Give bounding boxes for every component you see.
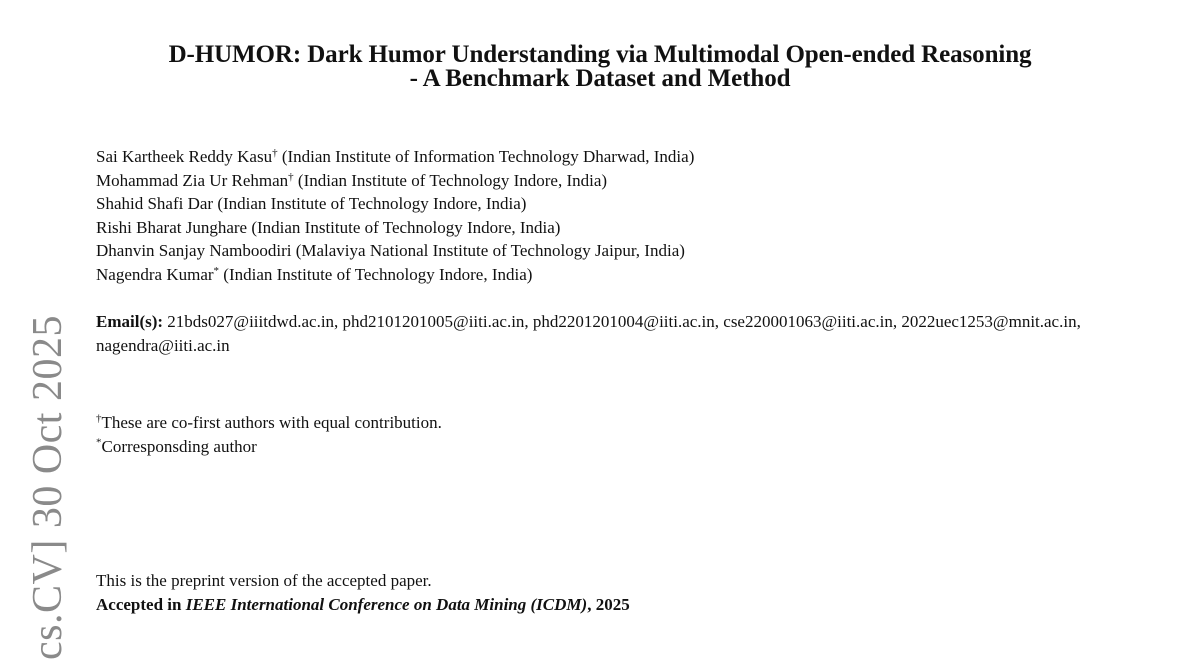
- author-name: Mohammad Zia Ur Rehman: [96, 170, 289, 190]
- preprint-note: This is the preprint version of the accepted paper.: [96, 571, 432, 590]
- author-entry: [96, 216, 694, 240]
- footnotes: [96, 411, 442, 458]
- author-affiliation: (Malaviya National Institute of Technology Jaipur, India): [291, 241, 685, 260]
- author-entry: [96, 192, 694, 216]
- author-affiliation: (Indian Institute of Technology Indore, India): [247, 217, 561, 237]
- title-line-2: - A Benchmark Dataset and Method: [409, 65, 791, 92]
- accepted-prefix: Accepted in: [96, 594, 186, 614]
- cofirst-note: [96, 411, 442, 435]
- author-entry: [96, 239, 694, 263]
- dagger-mark: †: [96, 412, 102, 425]
- author-mark: †: [288, 170, 294, 183]
- accepted-year: , 2025: [587, 594, 630, 614]
- author-affiliation: (Indian Institute of Technology Indore, India): [213, 194, 527, 213]
- email-block: [96, 310, 1106, 357]
- author-name: Nagendra Kumar: [96, 264, 214, 284]
- conference-venue: IEEE International Conference on Data Mining (ICDM): [185, 594, 588, 614]
- emails-list: 21bds027@iiitdwd.ac.in, phd2101201005@iiti.ac.in, phd2201201004@iiti.ac.in, cse220001063@iiti.ac.in, 2022uec1253@mnit.ac.in, nagendra@iiti.ac.in: [96, 312, 1081, 355]
- author-affiliation: (Indian Institute of Technology Indore, India): [293, 170, 608, 190]
- author-affiliation: (Indian Institute of Technology Indore, India): [219, 264, 533, 284]
- corresponding-note: [96, 435, 442, 459]
- author-mark: *: [213, 264, 220, 277]
- author-list: [96, 145, 694, 286]
- author-name: Rishi Bharat Junghare: [96, 217, 248, 237]
- author-name: Sai Kartheek Reddy Kasu: [96, 147, 273, 166]
- emails-label: Email(s):: [96, 312, 164, 331]
- author-entry: [96, 145, 694, 169]
- acceptance-line: [96, 593, 630, 617]
- author-name: Shahid Shafi Dar: [96, 194, 214, 213]
- title-line-1: D-HUMOR: Dark Humor Understanding via Multimodal Open-ended Reasoning: [168, 41, 1032, 68]
- asterisk-mark: *: [96, 435, 102, 448]
- arxiv-side-stamp: cs.CV] 30 Oct 2025: [25, 315, 71, 660]
- author-entry: [96, 169, 694, 193]
- author-entry: [96, 263, 694, 287]
- preprint-notice: [96, 569, 630, 616]
- author-mark: †: [272, 147, 278, 160]
- cofirst-note-text: These are co-first authors with equal contribution.: [101, 413, 442, 432]
- paper-title: [0, 43, 1200, 91]
- corresponding-note-text: Corresponsding author: [101, 436, 257, 456]
- author-name: Dhanvin Sanjay Namboodiri: [96, 241, 292, 260]
- author-affiliation: (Indian Institute of Information Technology Dharwad, India): [277, 147, 695, 166]
